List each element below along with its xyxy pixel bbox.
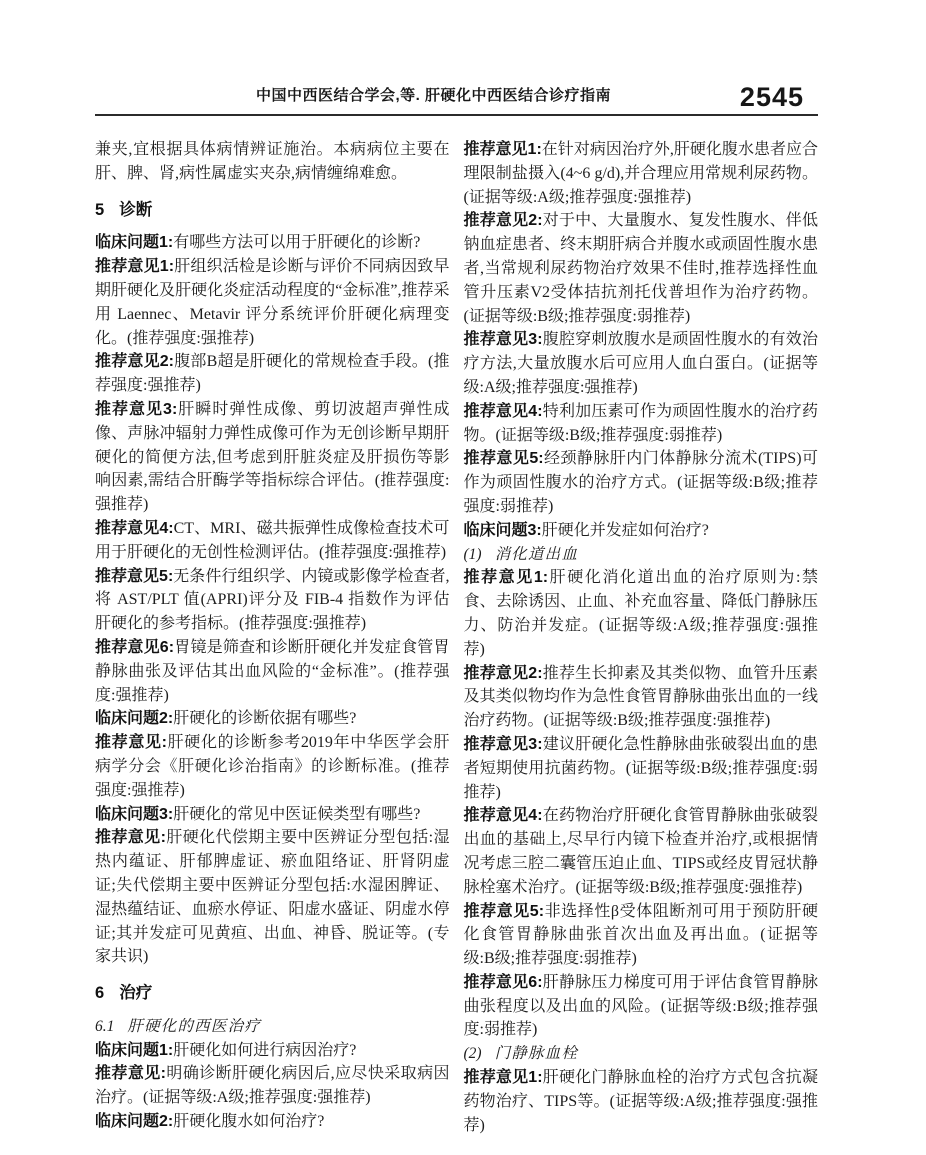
recommendation-label: 推荐意见: [95, 829, 166, 847]
section-title: 治疗 [119, 984, 153, 1003]
recommendation-label: 推荐意见5: [463, 450, 544, 468]
recommendation [95, 398, 450, 517]
recommendation-text: 建议肝硬化急性静脉曲张破裂出血的患者短期使用抗菌药物。(证据等级:B级;推荐强度:弱推荐) [463, 735, 818, 801]
recommendation-label: 推荐意见4: [463, 402, 543, 420]
recommendation-text: 特利加压素可作为顽固性腹水的治疗药物。(证据等级:B级;推荐强度:弱推荐) [463, 402, 818, 444]
page-content [95, 0, 818, 1137]
clinical-question [95, 1039, 450, 1063]
recommendation [95, 826, 450, 969]
question-label: 临床问题2: [95, 710, 174, 728]
recommendation [95, 1062, 450, 1110]
recommendation-text: 腹部B超是肝硬化的常规检查手段。(推荐强度:强推荐) [95, 353, 450, 395]
question-text: 肝硬化的诊断依据有哪些? [173, 710, 357, 728]
recommendation [464, 733, 819, 804]
question-label: 临床问题3: [463, 521, 542, 539]
subsection-title: 肝硬化的西医治疗 [127, 1017, 261, 1035]
recommendation-label: 推荐意见: [95, 734, 167, 752]
question-text: 肝硬化的常见中医证候类型有哪些? [173, 805, 421, 823]
recommendation-text: 肝硬化的诊断参考2019年中华医学会肝病学分会《肝硬化诊治指南》的诊断标准。(推荐强度:强推荐) [95, 734, 450, 799]
recommendation-text: CT、MRI、磁共振弹性成像检查技术可用于肝硬化的无创性检测评估。(推荐强度:强推荐) [95, 519, 450, 561]
subsection-number: (2) [463, 1045, 482, 1063]
recommendation-label: 推荐意见6: [95, 638, 175, 656]
recommendation [464, 209, 819, 328]
recommendation-label: 推荐意见1: [463, 1069, 543, 1087]
recommendation-label: 推荐意见: [95, 1065, 166, 1083]
section-title: 诊断 [119, 200, 153, 219]
recommendation [464, 900, 819, 971]
recommendation [464, 328, 819, 399]
recommendation-label: 推荐意见1: [463, 569, 549, 587]
question-label: 临床问题1: [95, 1041, 174, 1059]
recommendation-text: 明确诊断肝硬化病因后,应尽快采取病因治疗。(证据等级:A级;推荐强度:强推荐) [95, 1065, 450, 1107]
recommendation-text: 肝瞬时弹性成像、剪切波超声弹性成像、声脉冲辐射力弹性成像可作为无创诊断早期肝硬化的简便方法,但考虑到肝脏炎症及肝损伤等影响因素,需结合肝酶学等指标综合评估。(推荐强度:强推荐) [95, 400, 450, 514]
question-label: 临床问题1: [95, 234, 174, 252]
question-label: 临床问题3: [95, 805, 174, 823]
left-column [95, 138, 450, 1137]
recommendation [464, 1066, 819, 1137]
recommendation-text: 在针对病因治疗外,肝硬化腹水患者应合理限制盐摄入(4~6 g/d),并合理应用常规利尿药物。(证据等级:A级;推荐强度:强推荐) [463, 141, 818, 206]
recommendation-text: 经颈静脉肝内门体静脉分流术(TIPS)可作为顽固性腹水的治疗方式。(证据等级:B级;推荐强度:弱推荐) [463, 450, 818, 515]
subsection-heading [464, 1042, 819, 1066]
recommendation-label: 推荐意见1: [463, 141, 542, 158]
recommendation-label: 推荐意见5: [95, 567, 174, 585]
question-text: 肝硬化腹水如何治疗? [173, 1113, 325, 1131]
running-head [95, 0, 818, 116]
clinical-question [95, 707, 450, 731]
recommendation-label: 推荐意见4: [95, 519, 174, 537]
recommendation-text: 非选择性β受体阻断剂可用于预防肝硬化食管胃静脉曲张首次出血及再出血。(证据等级:B级;推荐强度:弱推荐) [463, 902, 818, 968]
recommendation [464, 566, 819, 661]
recommendation-text: 对于中、大量腹水、复发性腹水、伴低钠血症患者、终末期肝病合并腹水或顽固性腹水患者,当常规利尿药物治疗效果不佳时,推荐选择性血管升压素V2受体拮抗剂托伐普坦作为治疗药物。(证据等级:B级;推荐强度:弱推荐) [463, 212, 818, 325]
recommendation [95, 565, 450, 636]
clinical-question [95, 1110, 450, 1134]
recommendation-label: 推荐意见2: [463, 664, 543, 682]
subsection-title: 消化道出血 [494, 545, 579, 563]
recommendation-label: 推荐意见6: [463, 973, 543, 991]
recommendation [95, 731, 450, 802]
recommendation-label: 推荐意见5: [463, 902, 545, 920]
question-text: 有哪些方法可以用于肝硬化的诊断? [173, 234, 421, 252]
recommendation-text: 肝硬化代偿期主要中医辨证分型包括:湿热内蕴证、肝郁脾虚证、瘀血阻络证、肝肾阴虚证;失代偿期主要中医辨证分型包括:水湿困脾证、湿热蕴结证、血瘀水停证、阳虚水盛证、阴虚水停证;其并发症可见黄疸、出血、神昏、脱证等。(专家共识) [95, 829, 450, 966]
section-heading [95, 199, 450, 223]
recommendation [95, 636, 450, 707]
text-columns [95, 116, 818, 1137]
clinical-question [95, 803, 450, 827]
subsection-heading [95, 1015, 450, 1039]
subsection-heading [464, 543, 819, 567]
recommendation-label: 推荐意见2: [463, 212, 543, 230]
recommendation-label: 推荐意见2: [95, 353, 174, 371]
running-head-title: 中国中西医结合学会,等. 肝硬化中西医结合诊疗指南 [255, 87, 611, 104]
recommendation-text: 腹腔穿刺放腹水是顽固性腹水的有效治疗方法,大量放腹水后可应用人血白蛋白。(证据等级:A级;推荐强度:强推荐) [463, 331, 818, 396]
recommendation-text: 肝静脉压力梯度可用于评估食管胃静脉曲张程度以及出血的风险。(证据等级:B级;推荐强度:弱推荐) [463, 973, 818, 1039]
recommendation-label: 推荐意见1: [95, 258, 175, 276]
recommendation [464, 971, 819, 1042]
recommendation-text: 肝组织活检是诊断与评价不同病因致早期肝硬化及肝硬化炎症活动程度的“金标准”,推荐采用 Laennec、Metavir 评分系统评价肝硬化病理变化。(推荐强度:强推荐) [95, 258, 450, 347]
recommendation [464, 804, 819, 899]
recommendation-text: 肝硬化消化道出血的治疗原则为:禁食、去除诱因、止血、补充血容量、降低门静脉压力、防治并发症。(证据等级:A级;推荐强度:强推荐) [463, 569, 818, 658]
recommendation-text: 肝硬化门静脉血栓的治疗方式包含抗凝药物治疗、TIPS等。(证据等级:A级;推荐强度:强推荐) [463, 1069, 818, 1134]
section-heading [95, 982, 450, 1006]
recommendation [95, 517, 450, 565]
page-number: 2545 [739, 82, 804, 112]
question-text: 肝硬化如何进行病因治疗? [173, 1041, 357, 1059]
subsection-number: (1) [463, 545, 482, 563]
question-text: 肝硬化并发症如何治疗? [541, 521, 709, 539]
section-number: 6 [95, 984, 105, 1003]
section-number: 5 [95, 200, 105, 219]
recommendation-label: 推荐意见4: [463, 807, 543, 825]
recommendation [464, 138, 819, 209]
clinical-question [95, 231, 450, 255]
recommendation-text: 推荐生长抑素及其类似物、血管升压素及其类似物均作为急性食管胃静脉曲张出血的一线治疗药物。(证据等级:B级;推荐强度:强推荐) [463, 664, 818, 730]
right-column [464, 138, 819, 1137]
recommendation-text: 在药物治疗肝硬化食管胃静脉曲张破裂出血的基础上,尽早行内镜下检查并治疗,或根据情况考虑三腔二囊管压迫止血、TIPS或经皮胃冠状静脉栓塞术治疗。(证据等级:B级;推荐强度:强推荐) [463, 807, 818, 896]
recommendation-label: 推荐意见3: [95, 400, 178, 418]
intro-paragraph: 兼夹,宜根据具体病情辨证施治。本病病位主要在肝、脾、肾,病性属虚实夹杂,病情缠绵难愈。 [95, 141, 450, 182]
recommendation [464, 662, 819, 733]
recommendation-text: 无条件行组织学、内镜或影像学检查者,将 AST/PLT 值(APRI)评分及 FIB-4 指数作为评估肝硬化的参考指标。(推荐强度:强推荐) [95, 567, 450, 633]
recommendation [95, 350, 450, 398]
recommendation [464, 400, 819, 448]
clinical-question [464, 519, 819, 543]
recommendation [464, 447, 819, 518]
recommendation-label: 推荐意见3: [463, 735, 543, 753]
subsection-number: 6.1 [95, 1017, 115, 1035]
recommendation-text: 胃镜是筛查和诊断肝硬化并发症食管胃静脉曲张及评估其出血风险的“金标准”。(推荐强度:强推荐) [95, 638, 450, 704]
recommendation [95, 255, 450, 350]
subsection-title: 门静脉血栓 [494, 1045, 579, 1063]
recommendation-label: 推荐意见3: [463, 331, 543, 349]
question-label: 临床问题2: [95, 1113, 174, 1131]
